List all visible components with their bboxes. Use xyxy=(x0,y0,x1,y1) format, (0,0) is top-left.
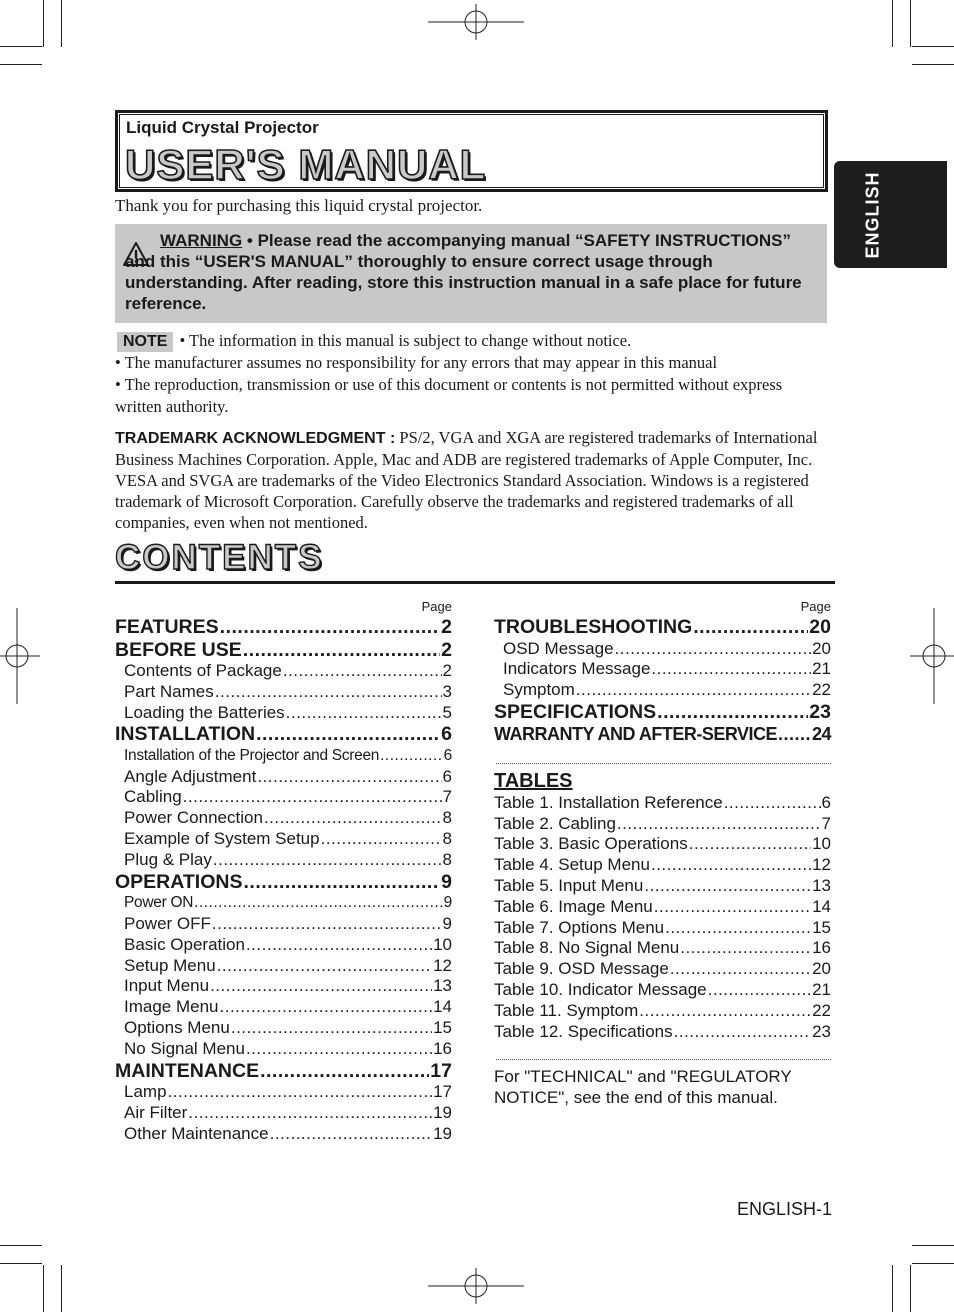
toc-dot-leader xyxy=(220,616,440,639)
toc-entry-title: FEATURES xyxy=(115,616,219,638)
toc-entry xyxy=(115,682,452,703)
toc-entry xyxy=(494,918,831,939)
toc-dot-leader xyxy=(286,703,442,724)
page-column-header: Page xyxy=(421,599,452,614)
trademark-paragraph xyxy=(115,427,829,533)
toc-entry-page: 8 xyxy=(442,829,452,849)
toc-entry xyxy=(115,914,452,935)
crop-mark xyxy=(910,1265,911,1312)
page-column-header: Page xyxy=(800,599,831,614)
toc-entry-title: MAINTENANCE xyxy=(115,1059,260,1082)
toc-dot-leader xyxy=(654,897,811,918)
toc-dot-leader xyxy=(231,1018,432,1039)
toc-dot-leader xyxy=(215,682,442,703)
toc-entry xyxy=(494,639,831,660)
toc-dot-leader xyxy=(283,661,442,682)
toc-dot-leader xyxy=(689,834,811,855)
technical-note: For "TECHNICAL" and "REGULATORY NOTICE", see the end of this manual. xyxy=(494,1067,792,1108)
toc-entry xyxy=(494,793,831,814)
toc-entry xyxy=(115,1103,452,1124)
warning-box xyxy=(115,224,827,323)
toc-entry-title: Table 8. No Signal Menu xyxy=(494,938,680,958)
toc-entry-page: 13 xyxy=(812,876,831,896)
toc-entry xyxy=(115,787,452,808)
toc-entry-page: 23 xyxy=(809,700,831,723)
toc-dot-leader xyxy=(270,1124,432,1145)
toc-entry-page: 12 xyxy=(433,955,452,975)
toc-entry-page: 6 xyxy=(442,766,452,786)
toc-dot-leader xyxy=(194,893,443,914)
toc-entry-page: 21 xyxy=(812,980,831,1000)
toc-entry-page: 22 xyxy=(812,1000,831,1020)
toc-dot-leader xyxy=(576,680,811,701)
toc-entry-page: 7 xyxy=(442,787,452,807)
contents-divider xyxy=(115,581,835,584)
toc-entry-title: Lamp xyxy=(124,1082,167,1102)
toc-entry-title: Indicators Message xyxy=(503,659,651,679)
title-box xyxy=(115,110,828,192)
toc-entry-page: 16 xyxy=(812,938,831,958)
toc-entry-title: Basic Operation xyxy=(124,934,245,954)
toc-dot-leader xyxy=(670,959,811,980)
note-block xyxy=(115,330,827,418)
toc-entry xyxy=(115,997,452,1018)
warning-body: • Please read the accompanying manual “SAFETY INSTRUCTIONS” and this “USER'S MANUAL” thoroughly to ensure correct usage through understanding. After reading, store this instruction manual in a safe place for future reference. xyxy=(125,231,802,313)
toc-entry-title: Cabling xyxy=(124,787,182,807)
dotted-separator xyxy=(496,763,831,764)
toc-entry xyxy=(494,723,831,746)
toc-entry-title: Table 6. Image Menu xyxy=(494,896,653,916)
toc-entry xyxy=(115,829,452,850)
trademark-text: PS/2, VGA and XGA are registered trademarks of International Business Machines Corporation. Apple, Mac and ADB are registered trademarks of Apple Computer, Inc. VESA and SVGA are trademarks of the Video Electronics Standard Association. Windows is a registered trademark of Microsoft Corporation. Carefully observe the trademarks and registered trademarks of all companies, even when not mentioned. xyxy=(115,428,818,532)
toc-dot-leader xyxy=(256,723,440,746)
toc-entry xyxy=(115,1018,452,1039)
toc-entry-page: 7 xyxy=(821,813,831,833)
toc-entry-page: 9 xyxy=(441,870,452,893)
toc-entry xyxy=(115,639,452,662)
trademark-heading: TRADEMARK ACKNOWLEDGMENT : xyxy=(115,430,396,447)
dotted-separator xyxy=(496,1059,831,1060)
toc-dot-leader xyxy=(220,997,433,1018)
crop-mark xyxy=(0,46,42,47)
toc-dot-leader xyxy=(188,1103,432,1124)
manual-title: USER'S MANUAL xyxy=(125,141,487,188)
crop-mark xyxy=(0,64,42,65)
toc-entry-title: Contents of Package xyxy=(124,661,282,680)
toc-entry-page: 2 xyxy=(442,661,452,680)
toc-entry-page: 21 xyxy=(812,659,831,679)
toc-entry-title: INSTALLATION xyxy=(115,723,256,746)
toc-entry-page: 20 xyxy=(812,959,831,979)
toc-entry-title: Symptom xyxy=(503,680,575,700)
toc-entry-title: Options Menu xyxy=(124,1017,230,1037)
note-line: • The information in this manual is subject to change without notice. xyxy=(179,331,632,350)
toc-dot-leader xyxy=(708,980,811,1001)
crop-mark xyxy=(43,1265,44,1312)
toc-entry xyxy=(115,935,452,956)
toc-entry xyxy=(115,616,452,639)
toc-entry xyxy=(115,871,452,894)
toc-entry-title: Example of System Setup xyxy=(124,829,320,849)
toc-dot-leader xyxy=(693,616,808,639)
toc-dot-leader xyxy=(212,914,442,935)
toc-entry xyxy=(494,1022,831,1043)
toc-entry-title: OPERATIONS xyxy=(115,870,243,893)
toc-entry xyxy=(115,1124,452,1145)
toc-entry-page: 16 xyxy=(433,1038,452,1058)
crop-mark xyxy=(912,64,954,65)
toc-dot-leader xyxy=(217,956,432,977)
toc-dot-leader xyxy=(651,855,811,876)
toc-entry xyxy=(494,814,831,835)
toc-entry-page: 6 xyxy=(441,723,452,746)
toc-entry-page: 19 xyxy=(433,1123,452,1143)
toc-entry xyxy=(494,701,831,724)
toc-entry-title: Image Menu xyxy=(124,997,219,1017)
crop-mark xyxy=(0,1263,42,1264)
language-tab-label: ENGLISH xyxy=(862,171,883,259)
toc-entry xyxy=(115,850,452,871)
toc-entry-title: Table 10. Indicator Message xyxy=(494,980,707,1000)
toc-entry-title: OSD Message xyxy=(503,638,614,658)
tables-list xyxy=(494,793,831,1043)
toc-entry xyxy=(115,976,452,997)
toc-entry-title: Part Names xyxy=(124,681,214,701)
crop-mark xyxy=(892,1265,893,1312)
contents-right-column xyxy=(494,598,831,1108)
toc-dot-leader xyxy=(615,639,812,660)
toc-entry xyxy=(494,897,831,918)
toc-entry-title: Other Maintenance xyxy=(124,1123,269,1143)
toc-entry xyxy=(115,893,452,914)
toc-entry-title: Installation of the Projector and Screen xyxy=(124,746,380,764)
toc-entry xyxy=(115,1082,452,1103)
toc-entry-page: 8 xyxy=(442,849,452,869)
toc-entry-page: 14 xyxy=(812,896,831,916)
toc-dot-leader xyxy=(674,1022,811,1043)
toc-entry-title: No Signal Menu xyxy=(124,1038,245,1058)
toc-entry xyxy=(494,876,831,897)
toc-entry-title: SPECIFICATIONS xyxy=(494,700,657,723)
toc-entry-page: 19 xyxy=(433,1102,452,1122)
toc-entry-page: 13 xyxy=(433,976,452,996)
toc-entry xyxy=(115,956,452,977)
toc-entry-page: 8 xyxy=(442,808,452,828)
toc-entry-title: Power OFF xyxy=(124,913,211,933)
toc-dot-leader xyxy=(321,829,442,850)
toc-entry xyxy=(494,680,831,701)
toc-dot-leader xyxy=(778,723,811,746)
toc-entry-title: BEFORE USE xyxy=(115,638,242,661)
toc-entry-page: 10 xyxy=(812,834,831,854)
toc-list xyxy=(115,616,452,1144)
toc-dot-leader xyxy=(680,938,811,959)
toc-dot-leader xyxy=(644,876,811,897)
toc-dot-leader xyxy=(246,935,432,956)
crop-mark xyxy=(0,1245,42,1246)
toc-entry xyxy=(115,661,452,682)
note-line: • The manufacturer assumes no responsibility for any errors that may appear in this manual xyxy=(115,353,718,372)
toc-entry xyxy=(494,616,831,639)
intro-text: Thank you for purchasing this liquid crystal projector. xyxy=(115,196,483,215)
toc-dot-leader xyxy=(243,639,440,662)
crop-mark xyxy=(912,1245,954,1246)
toc-entry-page: 2 xyxy=(441,616,452,638)
toc-entry xyxy=(115,808,452,829)
toc-dot-leader xyxy=(260,1060,429,1083)
toc-list xyxy=(494,616,831,746)
toc-entry xyxy=(115,1060,452,1083)
warning-label: WARNING xyxy=(160,231,243,250)
toc-entry xyxy=(494,980,831,1001)
toc-dot-leader xyxy=(210,976,432,997)
toc-entry-page: 12 xyxy=(812,855,831,875)
toc-entry-page: 9 xyxy=(443,894,452,912)
toc-entry-page: 14 xyxy=(433,997,452,1017)
toc-entry-title: Table 1. Installation Reference xyxy=(494,792,723,812)
toc-entry xyxy=(115,1039,452,1060)
toc-entry-page: 20 xyxy=(812,638,831,658)
toc-entry-page: 15 xyxy=(433,1017,452,1037)
toc-dot-leader xyxy=(213,850,442,871)
toc-dot-leader xyxy=(243,871,440,894)
registration-mark-icon xyxy=(910,608,954,704)
toc-entry-page: 23 xyxy=(812,1021,831,1041)
toc-dot-leader xyxy=(617,814,821,835)
toc-entry-title: Table 12. Specifications xyxy=(494,1021,673,1041)
toc-entry-page: 2 xyxy=(441,638,452,661)
toc-entry-page: 22 xyxy=(812,680,831,700)
toc-entry xyxy=(115,723,452,746)
toc-dot-leader xyxy=(657,701,808,724)
toc-entry-title: Setup Menu xyxy=(124,955,216,975)
toc-entry xyxy=(494,1001,831,1022)
toc-dot-leader xyxy=(257,767,441,788)
note-label: NOTE xyxy=(117,332,173,352)
toc-dot-leader xyxy=(651,659,811,680)
toc-entry-title: Plug & Play xyxy=(124,849,212,869)
product-subtitle: Liquid Crystal Projector xyxy=(126,118,319,137)
toc-entry-title: Power Connection xyxy=(124,808,263,828)
toc-dot-leader xyxy=(724,793,821,814)
toc-entry xyxy=(494,959,831,980)
toc-dot-leader xyxy=(639,1001,811,1022)
registration-mark-icon xyxy=(428,1268,524,1304)
toc-entry-title: Table 9. OSD Message xyxy=(494,959,669,979)
toc-entry-page: 6 xyxy=(443,746,452,764)
page-number: ENGLISH-1 xyxy=(736,1199,832,1219)
note-line: • The reproduction, transmission or use of this document or contents is not permitted without express written authority. xyxy=(115,375,783,416)
registration-mark-icon xyxy=(0,608,40,704)
toc-dot-leader xyxy=(665,918,811,939)
toc-entry-title: Table 4. Setup Menu xyxy=(494,855,650,875)
crop-mark xyxy=(912,46,954,47)
toc-entry-title: Table 11. Symptom xyxy=(494,1000,639,1020)
toc-entry xyxy=(494,834,831,855)
toc-entry-title: Table 2. Cabling xyxy=(494,813,616,833)
toc-dot-leader xyxy=(183,787,442,808)
crop-mark xyxy=(61,1265,62,1312)
toc-entry-page: 17 xyxy=(433,1082,452,1102)
language-tab xyxy=(834,161,947,268)
crop-mark xyxy=(910,0,911,47)
tables-heading: TABLES xyxy=(494,769,573,792)
toc-entry xyxy=(115,767,452,788)
toc-entry xyxy=(494,938,831,959)
toc-entry-page: 17 xyxy=(430,1059,452,1082)
crop-mark xyxy=(912,1263,954,1264)
toc-entry-page: 15 xyxy=(812,917,831,937)
contents-left-column xyxy=(115,598,452,1144)
toc-entry-page: 20 xyxy=(809,616,831,638)
toc-entry xyxy=(115,746,452,767)
toc-entry-title: Angle Adjustment xyxy=(124,766,257,786)
toc-dot-leader xyxy=(246,1039,432,1060)
toc-entry-page: 6 xyxy=(821,792,831,812)
toc-entry-title: TROUBLESHOOTING xyxy=(494,616,693,638)
toc-entry-page: 5 xyxy=(442,702,452,722)
toc-entry-page: 10 xyxy=(433,934,452,954)
crop-mark xyxy=(43,0,44,47)
warning-text xyxy=(125,230,815,314)
toc-entry-title: Power ON xyxy=(124,894,194,912)
toc-entry-title: Table 5. Input Menu xyxy=(494,876,644,896)
toc-entry-title: Loading the Batteries xyxy=(124,702,285,722)
toc-entry xyxy=(494,659,831,680)
toc-entry xyxy=(115,703,452,724)
crop-mark xyxy=(892,0,893,47)
toc-entry-title: Air Filter xyxy=(124,1102,188,1122)
toc-dot-leader xyxy=(380,746,443,767)
crop-mark xyxy=(61,0,62,47)
toc-entry-page: 9 xyxy=(442,913,452,933)
toc-entry-title: WARRANTY AND AFTER-SERVICE xyxy=(494,724,778,745)
toc-entry xyxy=(494,855,831,876)
toc-entry-title: Table 3. Basic Operations xyxy=(494,834,688,854)
toc-dot-leader xyxy=(168,1082,433,1103)
contents-title: CONTENTS xyxy=(115,538,324,577)
toc-entry-title: Table 7. Options Menu xyxy=(494,917,665,937)
toc-dot-leader xyxy=(264,808,442,829)
registration-mark-icon xyxy=(428,4,524,40)
toc-entry-page: 3 xyxy=(442,681,452,701)
toc-entry-title: Input Menu xyxy=(124,976,210,996)
toc-entry-page: 24 xyxy=(811,724,831,745)
